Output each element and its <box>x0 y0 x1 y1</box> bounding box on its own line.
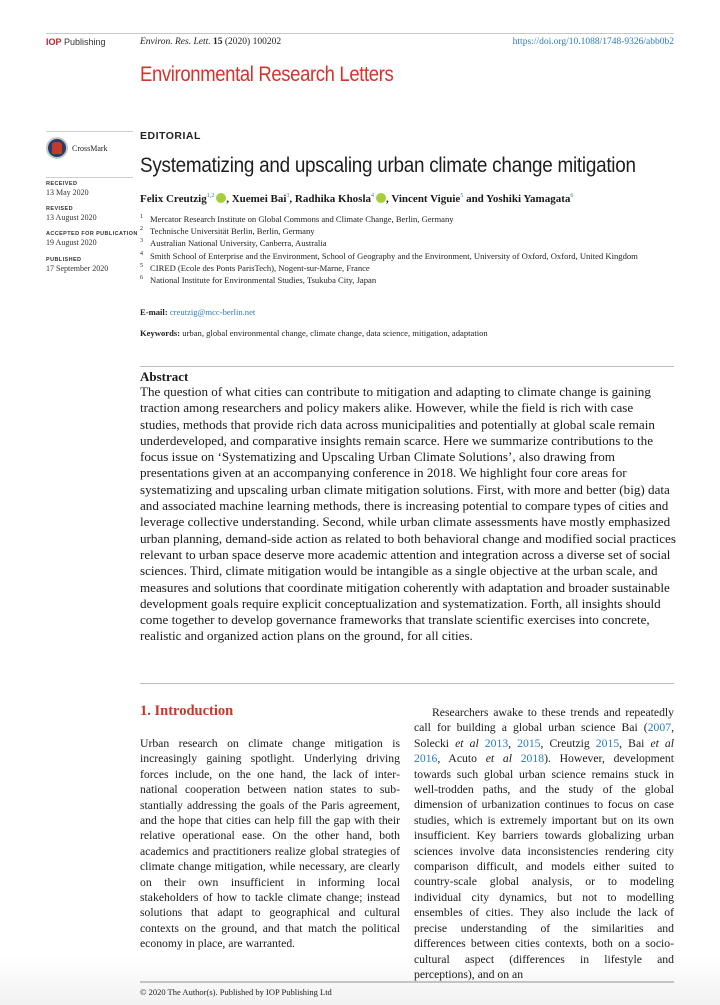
publisher-brand: IOP <box>46 37 62 47</box>
email-label: E-mail: <box>140 307 168 317</box>
date-received <box>46 181 89 197</box>
et-al: et al <box>455 736 479 750</box>
sidebar-rule-bottom <box>46 177 133 178</box>
et-al: et al <box>485 752 512 766</box>
affiliation <box>140 213 680 225</box>
affiliation-text: Smith School of Enterprise and the Environment, School of Geography and the Environment, University of Oxford, Oxford, United Kingdom <box>150 250 638 261</box>
crossmark-label: CrossMark <box>72 143 108 153</box>
affiliation-number: 3 <box>140 238 143 245</box>
citation <box>140 37 281 47</box>
body-text: , Solecki <box>414 721 674 750</box>
citation-year-id: (2020) 100202 <box>222 37 282 47</box>
author-list <box>140 193 573 205</box>
section-heading-introduction: 1. Introduction <box>140 703 234 719</box>
body-text: , Bai <box>619 736 651 750</box>
affiliation-text: CIRED (Ecole des Ponts ParisTech), Nogent-sur-Marne, France <box>150 262 370 273</box>
abstract-heading: Abstract <box>140 369 189 384</box>
orcid-icon[interactable] <box>376 193 386 203</box>
author-name: Yoshiki Yamagata <box>486 193 571 205</box>
publisher-logo <box>46 37 106 47</box>
citation-link[interactable]: 2016 <box>414 752 438 766</box>
date-revised <box>46 206 97 222</box>
article-title: Systematizing and upscaling urban climate change mitigation <box>140 154 636 177</box>
date-value: 19 August 2020 <box>46 238 97 247</box>
article-type: EDITORIAL <box>140 130 201 142</box>
affiliation-list <box>140 213 680 286</box>
author[interactable] <box>391 193 463 205</box>
intro-column-left: Urban research on climate change mitigation is increasingly gaining spotlight. Underlying driving forces include, on the one hand, the lack of international cooperation between nation states to substantially addressing the goals of the Paris agreement, and the hope that cities can help fill the gap with their relative operational ease. On the other hand, both academics and practitioners realize global strategies of climate change mitigation, while necessary, are clearly on their own insufficient in informing local stakeholders of how to tackle climate change; instead solutions that adapt to geographical and cultural contexts on the ground, and that match the political economy in place, are warranted. <box>140 737 400 951</box>
date-value: 13 May 2020 <box>46 188 89 197</box>
keywords-line <box>140 328 488 338</box>
citation-link[interactable]: 2013 <box>484 736 509 750</box>
keywords-label: Keywords: <box>140 328 181 338</box>
author-separator: , <box>289 193 295 205</box>
affiliation <box>140 250 680 262</box>
author-name: Radhika Khosla <box>294 193 372 205</box>
citation-journal: Environ. Res. Lett. <box>140 37 211 47</box>
doi-link[interactable]: https://doi.org/10.1088/1748-9326/abb0b2 <box>512 37 674 47</box>
affiliation-number: 2 <box>140 226 143 233</box>
citation-link[interactable]: 2018 <box>520 752 545 766</box>
abstract-rule <box>140 366 674 367</box>
affiliation <box>140 225 680 237</box>
author-separator: and <box>463 193 487 205</box>
date-label: REVISED <box>46 206 73 212</box>
date-value: 13 August 2020 <box>46 213 97 222</box>
affiliation <box>140 274 680 286</box>
keywords-text: urban, global environmental change, climate change, data science, mitigation, adaptation <box>182 328 488 338</box>
affiliation-text: Australian National University, Canberra, Australia <box>150 238 327 249</box>
crossmark-icon <box>46 137 68 159</box>
affiliation <box>140 262 680 274</box>
et-al: et al <box>650 736 675 750</box>
author-affil-ref[interactable]: 6 <box>570 193 574 199</box>
body-text: , <box>508 736 518 750</box>
copyright-notice: © 2020 The Author(s). Published by IOP Publishing Ltd <box>140 987 332 997</box>
body-text: Researchers awake to these trends and repeatedly call for building a global urban science Bai ( <box>414 706 674 735</box>
date-label: RECEIVED <box>46 181 78 187</box>
publisher-suffix: Publishing <box>61 37 106 47</box>
affiliation-text: Mercator Research Institute on Global Commons and Climate Change, Berlin, Germany <box>150 214 454 224</box>
author-affil-ref[interactable]: 1,2 <box>206 193 215 199</box>
affiliation-number: 1 <box>140 214 143 220</box>
sidebar-rule-top <box>46 131 133 132</box>
intro-column-right <box>414 705 674 982</box>
date-value: 17 September 2020 <box>46 264 109 273</box>
author-name: Xuemei Bai <box>231 193 287 205</box>
section-rule <box>140 683 674 684</box>
date-label: PUBLISHED <box>46 257 82 263</box>
citation-link[interactable]: 2007 <box>647 721 672 735</box>
header-rule <box>46 33 674 34</box>
citation-volume: 15 <box>213 37 223 47</box>
author-affil-ref[interactable]: 4 <box>371 193 375 199</box>
body-text: ). However, development towards such global urban science remains stuck in well-trodden paths, and the study of the global dimension of urbanization continues to focus on case studies, which is extremely important but on its own insufficient. Key barriers towards globalizing urban sciences involve data inconsistencies rendering city comparison difficult, and models either suited to country-scale global analysis, or to modeling individual city dynamics, but not to modelling ensembles of cities. They also include the lack of precise understanding of the similarities and differences between cities contexts, both on a socio-cultural aspect (differences in lifestyle and perceptions), and on an <box>414 752 674 981</box>
affiliation-text: Technische Universität Berlin, Berlin, Germany <box>150 226 315 237</box>
author[interactable] <box>232 193 290 205</box>
author-separator: , <box>386 193 392 205</box>
citation-link[interactable]: 2015 <box>517 736 541 750</box>
crossmark-badge[interactable] <box>46 137 108 159</box>
body-text: , Creutzig <box>540 736 596 750</box>
author-name: Vincent Viguie <box>391 193 461 205</box>
author-affil-ref[interactable]: 3 <box>286 193 290 199</box>
author[interactable] <box>140 193 226 205</box>
affiliation-text: National Institute for Environmental Studies, Tsukuba City, Japan <box>150 275 377 286</box>
author-affil-ref[interactable]: 5 <box>460 193 464 199</box>
author-name: Felix Creutzig <box>140 193 207 205</box>
orcid-icon[interactable] <box>216 193 226 203</box>
affiliation-number: 6 <box>140 275 143 282</box>
date-label: ACCEPTED FOR PUBLICATION <box>46 231 138 237</box>
date-published <box>46 257 108 273</box>
affiliation-number: 4 <box>140 250 143 257</box>
affiliation-number: 5 <box>140 262 143 269</box>
citation-link[interactable]: 2015 <box>595 736 620 750</box>
date-accepted <box>46 231 138 247</box>
abstract-text: The question of what cities can contribute to mitigation and adapting to climate change is gaining traction among researchers and policy makers alike. However, while the field is rich with case studies, methods that provide rich data across municipalities and potentially at global scale remain underdeveloped, and comparative insights remain scarce. Here we summarize contributions to the focus issue on ‘Systematizing and Upscaling Urban Climate Solutions’, also drawing from presentations given at an accompanying conference in 2018. We highlight four core areas for systematizing and upscaling urban climate mitigation solutions. First, with more and better (big) data and associated machine learning methods, there is increasing potential to compare types of cities and leverage collective understanding. Second, while urban climate assessments have mostly emphasized urban planning, demand-side action as related to both behavioral change and modified social practices relevant to urban space deserve more academic attention and integration across a diverse set of social sciences. Third, climate mitigation would be intangible as a single objective at the urban scale, and measures and solutions that coordinate mitigation coherently with adaptation and broader sustainable development goals require explicit conceptualization and systematization. Forth, all insights should come together to develop governance frameworks that translate scientific exercises into concrete, realistic and organized action plans on the ground, for all cities. <box>140 384 676 644</box>
affiliation <box>140 237 680 249</box>
author[interactable] <box>486 193 573 205</box>
email-line <box>140 307 255 317</box>
body-text: , Acuto <box>437 752 486 766</box>
author-separator: , <box>226 193 232 205</box>
author[interactable] <box>295 193 386 205</box>
email-link[interactable]: creutzig@mcc-berlin.net <box>169 307 256 317</box>
journal-name: Environmental Research Letters <box>140 63 394 86</box>
